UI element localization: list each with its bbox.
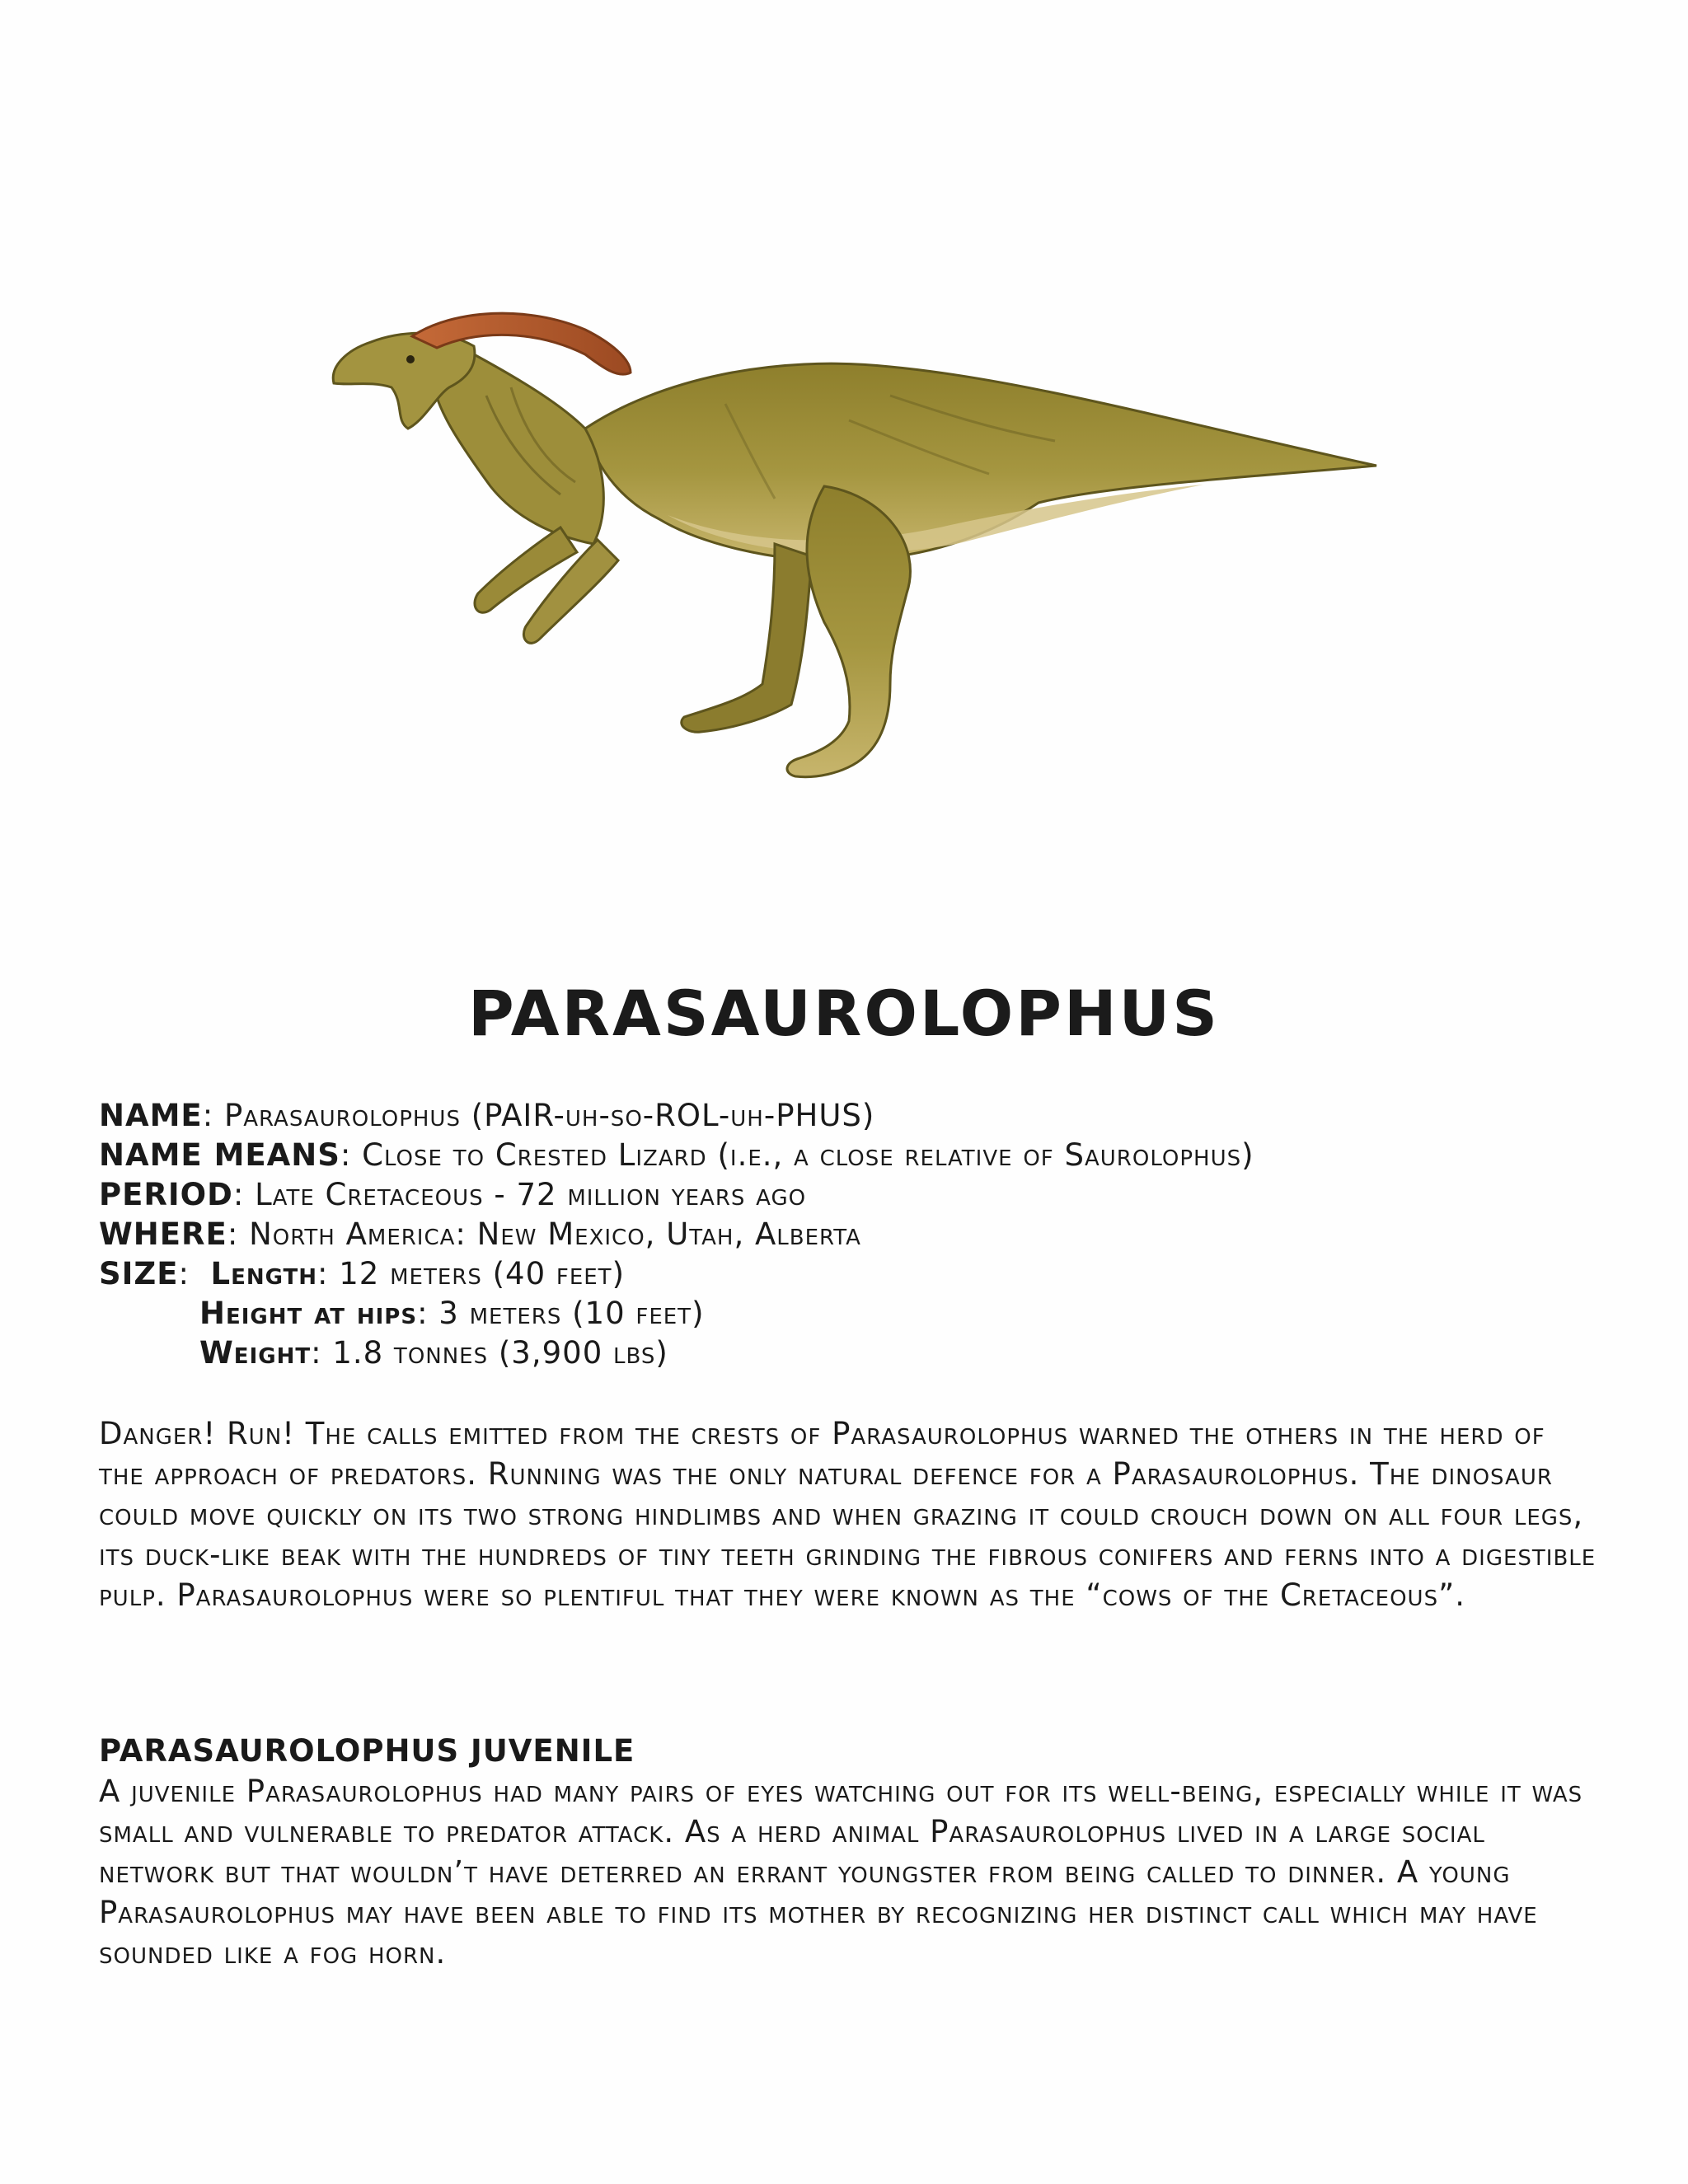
fact-period-value: Late Cretaceous - 72 million years ago	[255, 1177, 807, 1212]
page-title: PARASAUROLOPHUS	[467, 977, 1221, 1050]
fact-means-value: Close to Crested Lizard (i.e., a close relative of Saurolophus)	[362, 1137, 1254, 1173]
fact-height-label: Height at hips	[199, 1296, 418, 1331]
fact-length-label: Length	[210, 1256, 318, 1291]
fact-height: Height at hips: 3 meters (10 feet)	[199, 1296, 705, 1331]
facts-block	[99, 1096, 1599, 1373]
parasaurolophus-illustration-icon	[313, 297, 1401, 808]
fact-weight-label: Weight	[199, 1335, 312, 1371]
fact-where-label: WHERE	[99, 1216, 227, 1252]
fact-weight-value: 1.8 tonnes (3,900 lbs)	[332, 1335, 668, 1371]
fact-size-length: SIZE: Length: 12 meters (40 feet)	[99, 1256, 625, 1291]
juvenile-heading: PARASAUROLOPHUS JUVENILE	[99, 1733, 635, 1769]
fact-period: PERIOD: Late Cretaceous - 72 million years ago	[99, 1177, 807, 1212]
fact-where: WHERE: North America: New Mexico, Utah, Alberta	[99, 1216, 861, 1252]
fact-name-label: NAME	[99, 1098, 203, 1133]
description-paragraph: Danger! Run! The calls emitted from the crests of Parasaurolophus warned the others in the herd of the approach of predators. Running was the only natural defence for a Parasaurolophus. The dinosaur could move quickly on its two strong hindlimbs and when grazing it could crouch down on all four legs, its duck-like beak with the hundreds of tiny teeth grinding the fibrous conifers and ferns into a digestible pulp. Parasaurolophus were so plentiful that they were known as the “cows of the Cretaceous”.	[99, 1416, 1597, 1613]
fact-name: NAME: Parasaurolophus (PAIR-uh-so-ROL-uh-PHUS)	[99, 1098, 875, 1133]
fact-weight: Weight: 1.8 tonnes (3,900 lbs)	[199, 1335, 668, 1371]
juvenile-paragraph: A juvenile Parasaurolophus had many pairs of eyes watching out for its well-being, especially while it was small and vulnerable to predator attack. As a herd animal Parasaurolophus lived in a large social network but that wouldn’t have deterred an errant youngster from being called to dinner. A young Parasaurolophus may have been able to find its mother by recognizing her distinct call which may have sounded like a fog horn.	[99, 1774, 1583, 1971]
fact-name-value: Parasaurolophus (PAIR-uh-so-ROL-uh-PHUS)	[223, 1098, 875, 1133]
fact-where-value: North America: New Mexico, Utah, Alberta	[249, 1216, 861, 1252]
fact-means-label: NAME MEANS	[99, 1137, 340, 1173]
fact-height-value: 3 meters (10 feet)	[438, 1296, 705, 1331]
fact-name-means: NAME MEANS: Close to Crested Lizard (i.e., a close relative of Saurolophus)	[99, 1137, 1254, 1173]
fact-length-value: 12 meters (40 feet)	[339, 1256, 625, 1291]
fact-size-label: SIZE	[99, 1256, 179, 1291]
fact-period-label: PERIOD	[99, 1177, 233, 1212]
